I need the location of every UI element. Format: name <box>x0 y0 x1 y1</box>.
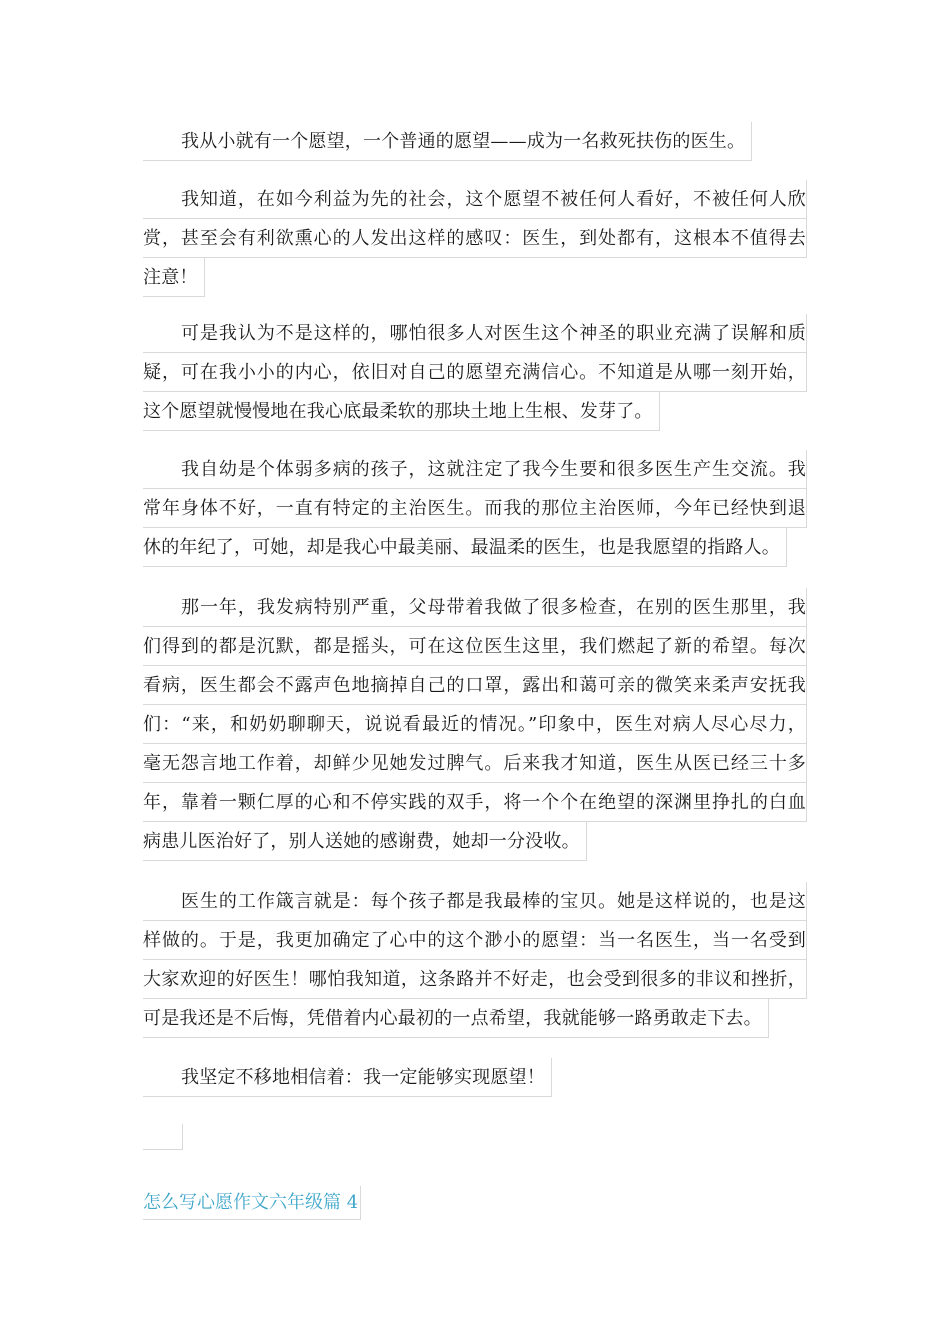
paragraph-line: 看病，医生都会不露声色地摘掉自己的口罩，露出和蔼可亲的微笑来柔声安抚我 <box>143 666 807 705</box>
paragraph-line: 样做的。于是，我更加确定了心中的这个渺小的愿望：当一名医生，当一名受到 <box>143 921 807 960</box>
paragraph <box>143 314 807 445</box>
paragraph-line: 可是我认为不是这样的，哪怕很多人对医生这个神圣的职业充满了误解和质 <box>143 314 807 353</box>
paragraph-line: 年，靠着一颗仁厚的心和不停实践的双手，将一个个在绝望的深渊里挣扎的白血 <box>143 783 807 822</box>
paragraph <box>143 588 807 875</box>
paragraph <box>143 1058 807 1111</box>
paragraph <box>143 180 807 311</box>
paragraph-line: 疑，可在我小小的内心，依旧对自己的愿望充满信心。不知道是从哪一刻开始， <box>143 353 807 392</box>
paragraph-line: 医生的工作箴言就是：每个孩子都是我最棒的宝贝。她是这样说的，也是这 <box>143 882 807 921</box>
paragraph <box>143 450 807 581</box>
paragraph-line: 那一年，我发病特别严重，父母带着我做了很多检查，在别的医生那里，我 <box>143 588 807 627</box>
paragraph-line: 我自幼是个体弱多病的孩子，这就注定了我今生要和很多医生产生交流。我 <box>143 450 807 489</box>
paragraph-line: 大家欢迎的好医生！哪怕我知道，这条路并不好走，也会受到很多的非议和挫折， <box>143 960 807 999</box>
paragraph-line: 我坚定不移地相信着：我一定能够实现愿望！ <box>143 1058 552 1097</box>
paragraph-line: 可是我还是不后悔，凭借着内心最初的一点希望，我就能够一路勇敢走下去。 <box>143 999 769 1038</box>
paragraph-line: 这个愿望就慢慢地在我心底最柔软的那块土地上生根、发芽了。 <box>143 392 660 431</box>
paragraph-line: 常年身体不好，一直有特定的主治医生。而我的那位主治医师，今年已经快到退 <box>143 489 807 528</box>
paragraph-line: 我从小就有一个愿望，一个普通的愿望——成为一名救死扶伤的医生。 <box>143 122 752 161</box>
paragraph-line: 毫无怨言地工作着，却鲜少见她发过脾气。后来我才知道，医生从医已经三十多 <box>143 744 807 783</box>
paragraph-line: 休的年纪了，可她，却是我心中最美丽、最温柔的医生，也是我愿望的指路人。 <box>143 528 787 567</box>
paragraph-line: 们：“来，和奶奶聊聊天，说说看最近的情况。”印象中，医生对病人尽心尽力， <box>143 705 807 744</box>
paragraph <box>143 122 807 175</box>
paragraph-line: 病患儿医治好了，别人送她的感谢费，她却一分没收。 <box>143 822 587 861</box>
section-heading: 怎么写心愿作文六年级篇 4 <box>143 1186 361 1220</box>
paragraph-line: 赏，甚至会有利欲熏心的人发出这样的感叹：医生，到处都有，这根本不值得去 <box>143 219 807 258</box>
empty-text-box <box>143 1124 183 1150</box>
paragraph <box>143 882 807 1052</box>
paragraph-line: 我知道，在如今利益为先的社会，这个愿望不被任何人看好，不被任何人欣 <box>143 180 807 219</box>
paragraph-line: 们得到的都是沉默，都是摇头，可在这位医生这里，我们燃起了新的希望。每次 <box>143 627 807 666</box>
paragraph-line: 注意！ <box>143 258 205 297</box>
